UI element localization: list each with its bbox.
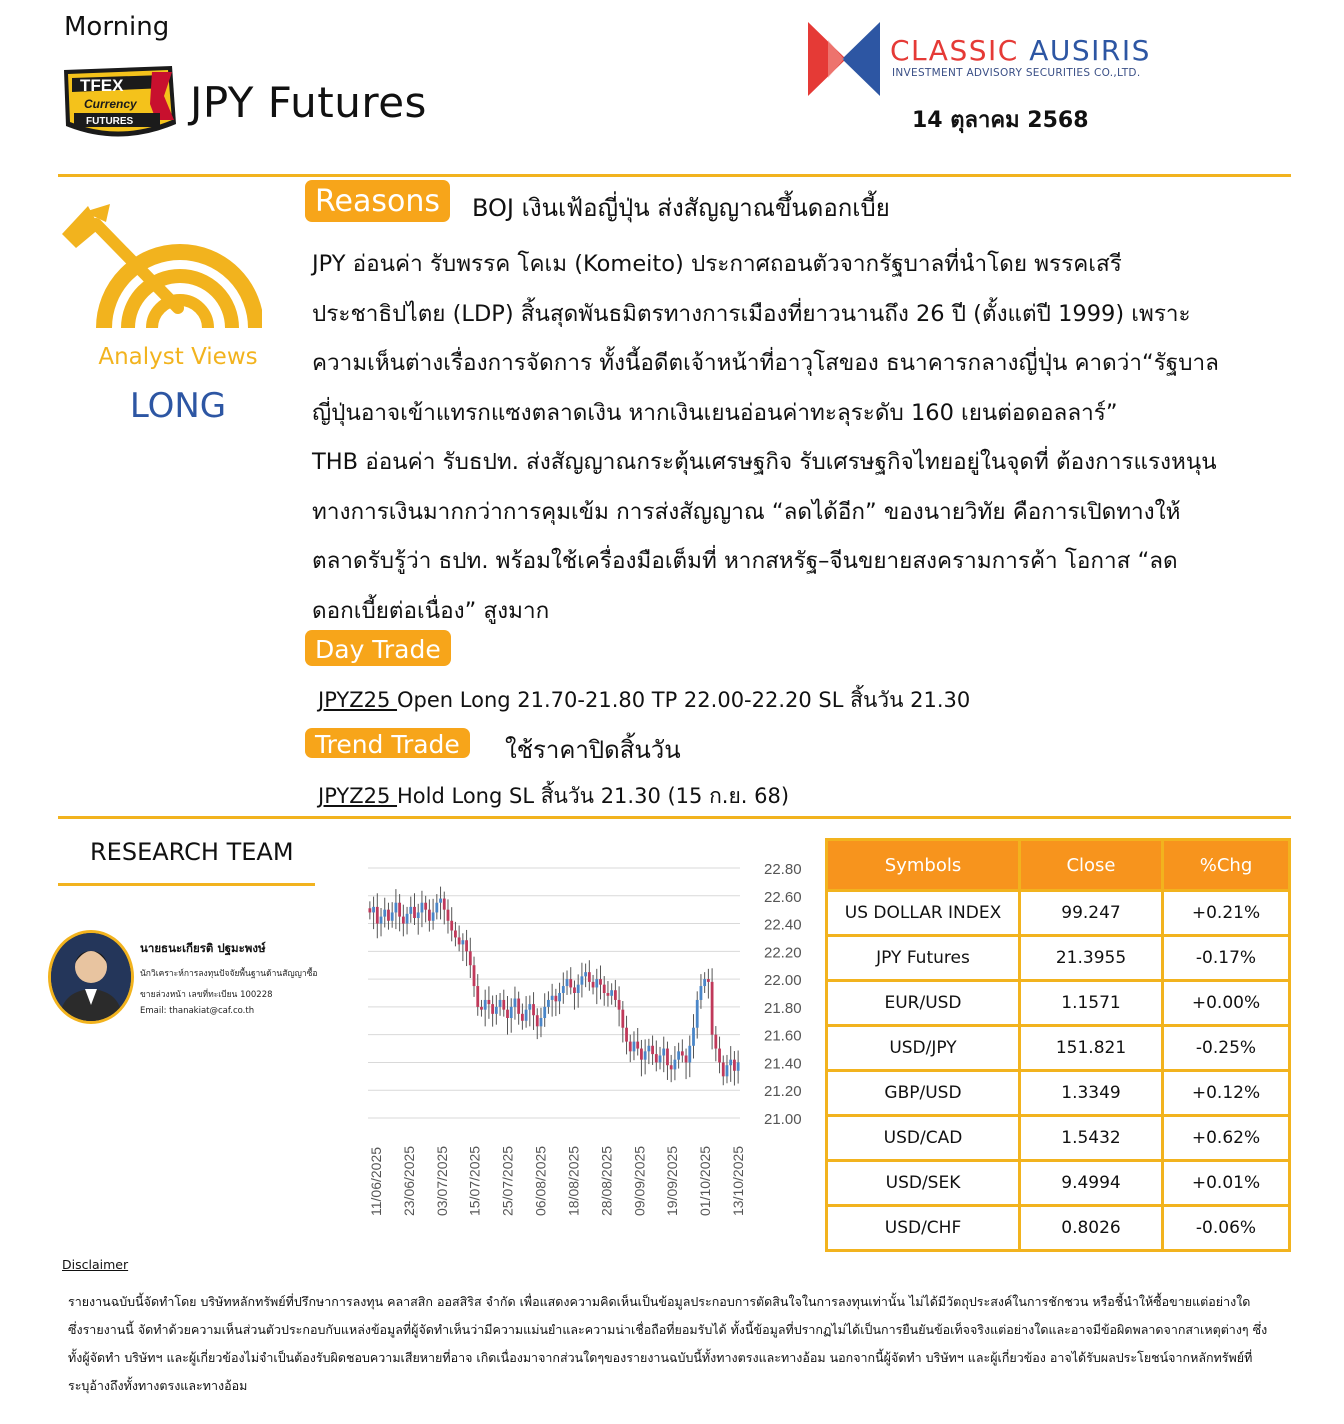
trend-trade-contract-code: JPYZ25 [318,784,398,808]
candle-body [443,899,446,910]
candle-body [528,1004,531,1010]
candle-body [584,972,587,976]
candle-body [670,1065,673,1069]
table-row [827,1116,1290,1161]
day-trade-badge: Day Trade [305,630,451,666]
candle-body [461,940,464,944]
change-cell: +0.01% [1163,1161,1290,1206]
day-trade-recommendation [318,684,970,717]
change-cell: -0.06% [1163,1206,1290,1251]
candle-body [714,1035,717,1049]
candle-body [502,1000,505,1010]
candle-body [655,1054,658,1062]
trend-trade-text: Hold Long SL สิ้นวัน 21.30 (15 ก.ย. 68) [397,784,790,808]
candle-body [633,1042,636,1052]
candle-body [618,1000,621,1010]
candle-body [469,951,472,965]
change-cell: +0.00% [1163,981,1290,1026]
candle-body [696,1000,699,1028]
candle-body [625,1028,628,1042]
candle-body [562,986,565,993]
x-tick-label: 23/06/2025 [400,1145,417,1216]
header-symbols: Symbols [827,840,1020,891]
reasons-badge: Reasons [305,180,450,222]
symbol-cell: USD/CHF [827,1206,1020,1251]
candle-body [599,979,602,985]
y-tick-label: 22.20 [764,944,802,962]
candle-body [450,921,453,931]
candle-body [406,914,409,924]
y-tick-label: 21.60 [764,1027,802,1045]
tfex-logo-text: TFEX [80,76,124,95]
candle-body [484,1000,487,1010]
candle-body [659,1056,662,1063]
target-arrow-icon [60,204,262,328]
chart-grid [368,868,740,1118]
candle-body [685,1056,688,1063]
candle-body [566,979,569,986]
candle-body [428,910,431,921]
candle-body [610,990,613,996]
table-row [827,891,1290,936]
change-cell: +0.62% [1163,1116,1290,1161]
chart-y-axis [764,861,802,1128]
close-cell: 21.3955 [1020,936,1163,981]
analyst-license: ขายล่วงหน้า เลขที่ทะเบียน 100228 [140,990,273,1000]
candle-body [569,979,572,987]
day-trade-contract-code: JPYZ25 [318,688,398,712]
research-team-underline [58,883,315,886]
candle-body [380,917,383,924]
close-cell: 9.4994 [1020,1161,1163,1206]
candle-body [621,1010,624,1028]
candle-body [677,1051,680,1059]
tfex-logo-futures: FUTURES [86,116,134,127]
candle-body [614,990,617,1000]
candle-body [532,1004,535,1015]
report-date: 14 ตุลาคม 2568 [912,108,1089,133]
reasons-headline: BOJ เงินเฟ้อญี่ปุ่น ส่งสัญญาณขึ้นดอกเบี้ย [472,194,890,222]
jpy-futures-candlestick-chart [358,848,820,1226]
tfex-currency-futures-logo [60,64,178,144]
top-divider [58,174,1291,177]
candle-body [603,985,606,993]
candle-body [737,1062,740,1070]
y-tick-label: 22.60 [764,888,802,906]
close-cell: 1.5432 [1020,1116,1163,1161]
symbol-cell: US DOLLAR INDEX [827,891,1020,936]
trend-trade-note: ใช้ราคาปิดสิ้นวัน [505,736,681,764]
report-session-label: Morning [64,12,170,42]
classic-ausiris-logo-mark [808,22,880,96]
candle-body [432,912,435,920]
candle-body [488,1000,491,1004]
candle-body [558,993,561,1001]
symbol-cell: USD/SEK [827,1161,1020,1206]
reasons-body: JPY อ่อนค่า รับพรรค โคเม (Komeito) ประกาศถอนตัวจากรัฐบาลที่นำโดย พรรคเสรี ประชาธิปไตย (LDP) สิ้นสุดพันธมิตรทางการเมืองที่ยาวนานถึง 26 ปี (ตั้งแต่ปี 1999) เพราะ ความเห็นต่างเรื่องการจัดการ ทั้งนี้อดีตเจ้าหน้าที่อาวุโสของ ธนาคารกลางญี่ปุ่น คาดว่า“รัฐบาล ญี่ปุ่นอาจเข้าแทรกแซงตลาดเงิน หากเงินเยนอ่อนค่าทะลุระดับ 160 เยนต่อดอลลาร์” THB อ่อนค่า รับธปท. ส่งสัญญาณกระตุ้นเศรษฐกิจ รับเศรษฐกิจไทยอยู่ในจุดที่ ต้องการแรงหนุน ทางการเงินมากกว่าการคุมเข้ม การส่งสัญญาณ “ลดได้อีก” ของนายวิทัย คือการเปิดทางให้ ตลาดรับรู้ว่า ธปท. พร้อมใช้เครื่องมือเต็มที่ หากสหรัฐ–จีนขยายสงครามการค้า โอกาส “ลด ดอกเบี้ยต่อเนื่อง” สูงมาก [312,251,1219,624]
candle-body [577,985,580,993]
candle-body [491,1004,494,1014]
candle-body [647,1046,650,1052]
header-change: %Chg [1163,840,1290,891]
change-cell: -0.17% [1163,936,1290,981]
table-row [827,936,1290,981]
candle-body [521,1014,524,1021]
candle-body [666,1049,669,1066]
candle-body [700,986,703,1000]
candle-body [387,910,390,921]
change-cell: +0.21% [1163,891,1290,936]
candle-body [588,972,591,982]
analyst-avatar [48,930,134,1024]
candle-body [540,1018,543,1026]
candle-body [424,903,427,910]
candle-body [674,1060,677,1070]
brand-name-classic: CLASSIC [890,34,1019,67]
symbol-cell: USD/CAD [827,1116,1020,1161]
candle-body [506,1010,509,1018]
candle-body [465,940,468,951]
day-trade-text: Open Long 21.70-21.80 TP 22.00-22.20 SL สิ้นวัน 21.30 [397,688,971,712]
analyst-email: Email: thanakiat@caf.co.th [140,1006,255,1016]
y-tick-label: 22.80 [764,861,802,878]
candle-body [435,903,438,913]
candle-body [554,996,557,1002]
candle-body [547,1000,550,1007]
candle-body [662,1049,665,1056]
candle-body [517,999,520,1014]
table-row [827,1071,1290,1116]
trend-trade-badge: Trend Trade [305,728,470,758]
candle-body [592,982,595,988]
x-tick-label: 01/10/2025 [697,1145,714,1216]
close-cell: 1.1571 [1020,981,1163,1026]
candle-body [458,937,461,944]
candle-body [722,1062,725,1076]
candle-body [543,1007,546,1018]
symbol-cell: GBP/USD [827,1071,1020,1116]
analyst-name: นายธนะเกียรติ ปฐมะพงษ์ [140,941,266,955]
x-tick-label: 11/06/2025 [368,1146,384,1216]
candle-body [536,1015,539,1026]
candle-body [640,1049,643,1060]
candle-body [595,979,598,987]
quotes-header-row [827,840,1290,891]
candle-body [495,1007,498,1014]
candle-body [447,910,450,921]
disclaimer-text: รายงานฉบับนี้จัดทำโดย บริษัทหลักทรัพย์ที่ปรึกษาการลงทุน คลาสสิก ออสสิริส จำกัด เพื่อแสดงความคิดเห็นเป็นข้อมูลประกอบการตัดสินใจในการลงทุนเท่านั้น ไม่ได้มีวัตถุประสงค์ในการชักชวน หรือชี้นำให้ซื้อขายแต่อย่างใด ซึ่งรายงานนี้ จัดทำด้วยความเห็นส่วนตัวประกอบกับแหล่งข้อมูลที่ผู้จัดทำเห็นว่ามีความแม่นยำและความน่าเชื่อถือที่ยอมรับได้ ทั้งนี้ข้อมูลที่ปรากฏไม่ได้เป็นการยืนยันข้อเท็จจริงแต่อย่างใดและอาจมีข้อผิดพลาดจากสาเหตุต่างๆ ซึ่งทั้งผู้จัดทำ บริษัทฯ และผู้เกี่ยวข้องไม่จำเป็นต้องรับผิดชอบความเสียหายที่อาจ เกิดเนื่องมาจากส่วนใดๆของรายงานฉบับนี้ทั้งทางตรงและทางอ้อม นอกจากนี้ผู้จัดทำ บริษัทฯ และผู้เกี่ยวข้อง อาจได้รับผลประโยชน์จากหลักทรัพย์ที่ระบุอ้างถึงทั้งทางตรงและทางอ้อม [68,1294,1268,1393]
mid-divider [58,816,1291,819]
y-tick-label: 21.40 [764,1055,802,1073]
candle-body [372,907,375,913]
x-tick-label: 18/08/2025 [565,1145,582,1216]
candle-body [368,908,371,912]
candle-body [439,899,442,903]
header-close: Close [1020,840,1163,891]
table-row [827,1206,1290,1251]
candle-body [417,912,420,918]
candle-body [707,979,710,982]
brand-name [890,34,1151,67]
y-tick-label: 21.20 [764,1083,802,1101]
disclaimer-title: Disclaimer [62,1257,129,1272]
candle-body [629,1042,632,1052]
y-tick-label: 22.00 [764,972,802,990]
x-tick-label: 25/07/2025 [499,1145,516,1216]
candle-body [551,996,554,1000]
candle-body [573,987,576,993]
candle-body [409,907,412,914]
y-tick-label: 21.00 [764,1111,802,1128]
symbol-cell: USD/JPY [827,1026,1020,1071]
brand-name-ausiris: AUSIRIS [1029,34,1151,67]
candle-body [476,986,479,1007]
candle-body [692,1028,695,1046]
y-tick-label: 22.40 [764,916,802,934]
candle-body [395,903,398,913]
change-cell: -0.25% [1163,1026,1290,1071]
candle-body [376,907,379,924]
market-quotes-table [825,838,1291,1252]
tfex-logo-currency: Currency [84,97,137,111]
candle-body [581,976,584,984]
candle-body [607,993,610,996]
candle-body [644,1051,647,1059]
x-tick-label: 03/07/2025 [433,1145,450,1216]
close-cell: 99.247 [1020,891,1163,936]
candle-body [681,1051,684,1055]
chart-candles [368,887,739,1086]
candle-body [473,965,476,986]
x-tick-label: 06/08/2025 [532,1145,549,1216]
table-row [827,981,1290,1026]
candle-body [636,1042,639,1049]
table-row [827,1026,1290,1071]
candle-body [480,1007,483,1010]
candle-body [510,1007,513,1018]
candle-body [413,907,416,918]
candle-body [733,1060,736,1071]
candle-body [383,910,386,917]
symbol-cell: EUR/USD [827,981,1020,1026]
candle-body [391,912,394,920]
candle-body [651,1046,654,1054]
candle-body [711,982,714,1035]
x-tick-label: 19/09/2025 [664,1145,681,1216]
y-tick-label: 21.80 [764,999,802,1017]
trend-trade-recommendation [318,780,789,813]
x-tick-label: 28/08/2025 [598,1145,615,1216]
research-team-title: RESEARCH TEAM [90,838,294,866]
candle-body [688,1046,691,1063]
candle-body [499,1000,502,1007]
change-cell: +0.12% [1163,1071,1290,1116]
analyst-view-value: LONG [129,386,227,426]
analyst-role: นักวิเคราะห์การลงทุนปัจจัยพื้นฐานด้านสัญญาซื้อ [140,969,318,979]
table-row [827,1161,1290,1206]
candle-body [718,1049,721,1063]
candle-body [514,999,517,1007]
close-cell: 0.8026 [1020,1206,1163,1251]
chart-x-axis [368,1146,746,1216]
candle-body [729,1060,732,1066]
brand-subtitle: INVESTMENT ADVISORY SECURITIES CO.,LTD. [892,67,1141,79]
candle-body [402,917,405,924]
candle-body [421,903,424,913]
analyst-views-label: Analyst Views [98,344,258,370]
candle-body [398,903,401,917]
candle-body [703,979,706,986]
x-tick-label: 09/09/2025 [631,1145,648,1216]
candle-body [454,931,457,938]
close-cell: 151.821 [1020,1026,1163,1071]
page-title: JPY Futures [190,78,427,127]
candle-body [726,1065,729,1076]
x-tick-label: 15/07/2025 [466,1145,483,1216]
close-cell: 1.3349 [1020,1071,1163,1116]
symbol-cell: JPY Futures [827,936,1020,981]
x-tick-label: 13/10/2025 [730,1145,746,1216]
candle-body [525,1010,528,1021]
